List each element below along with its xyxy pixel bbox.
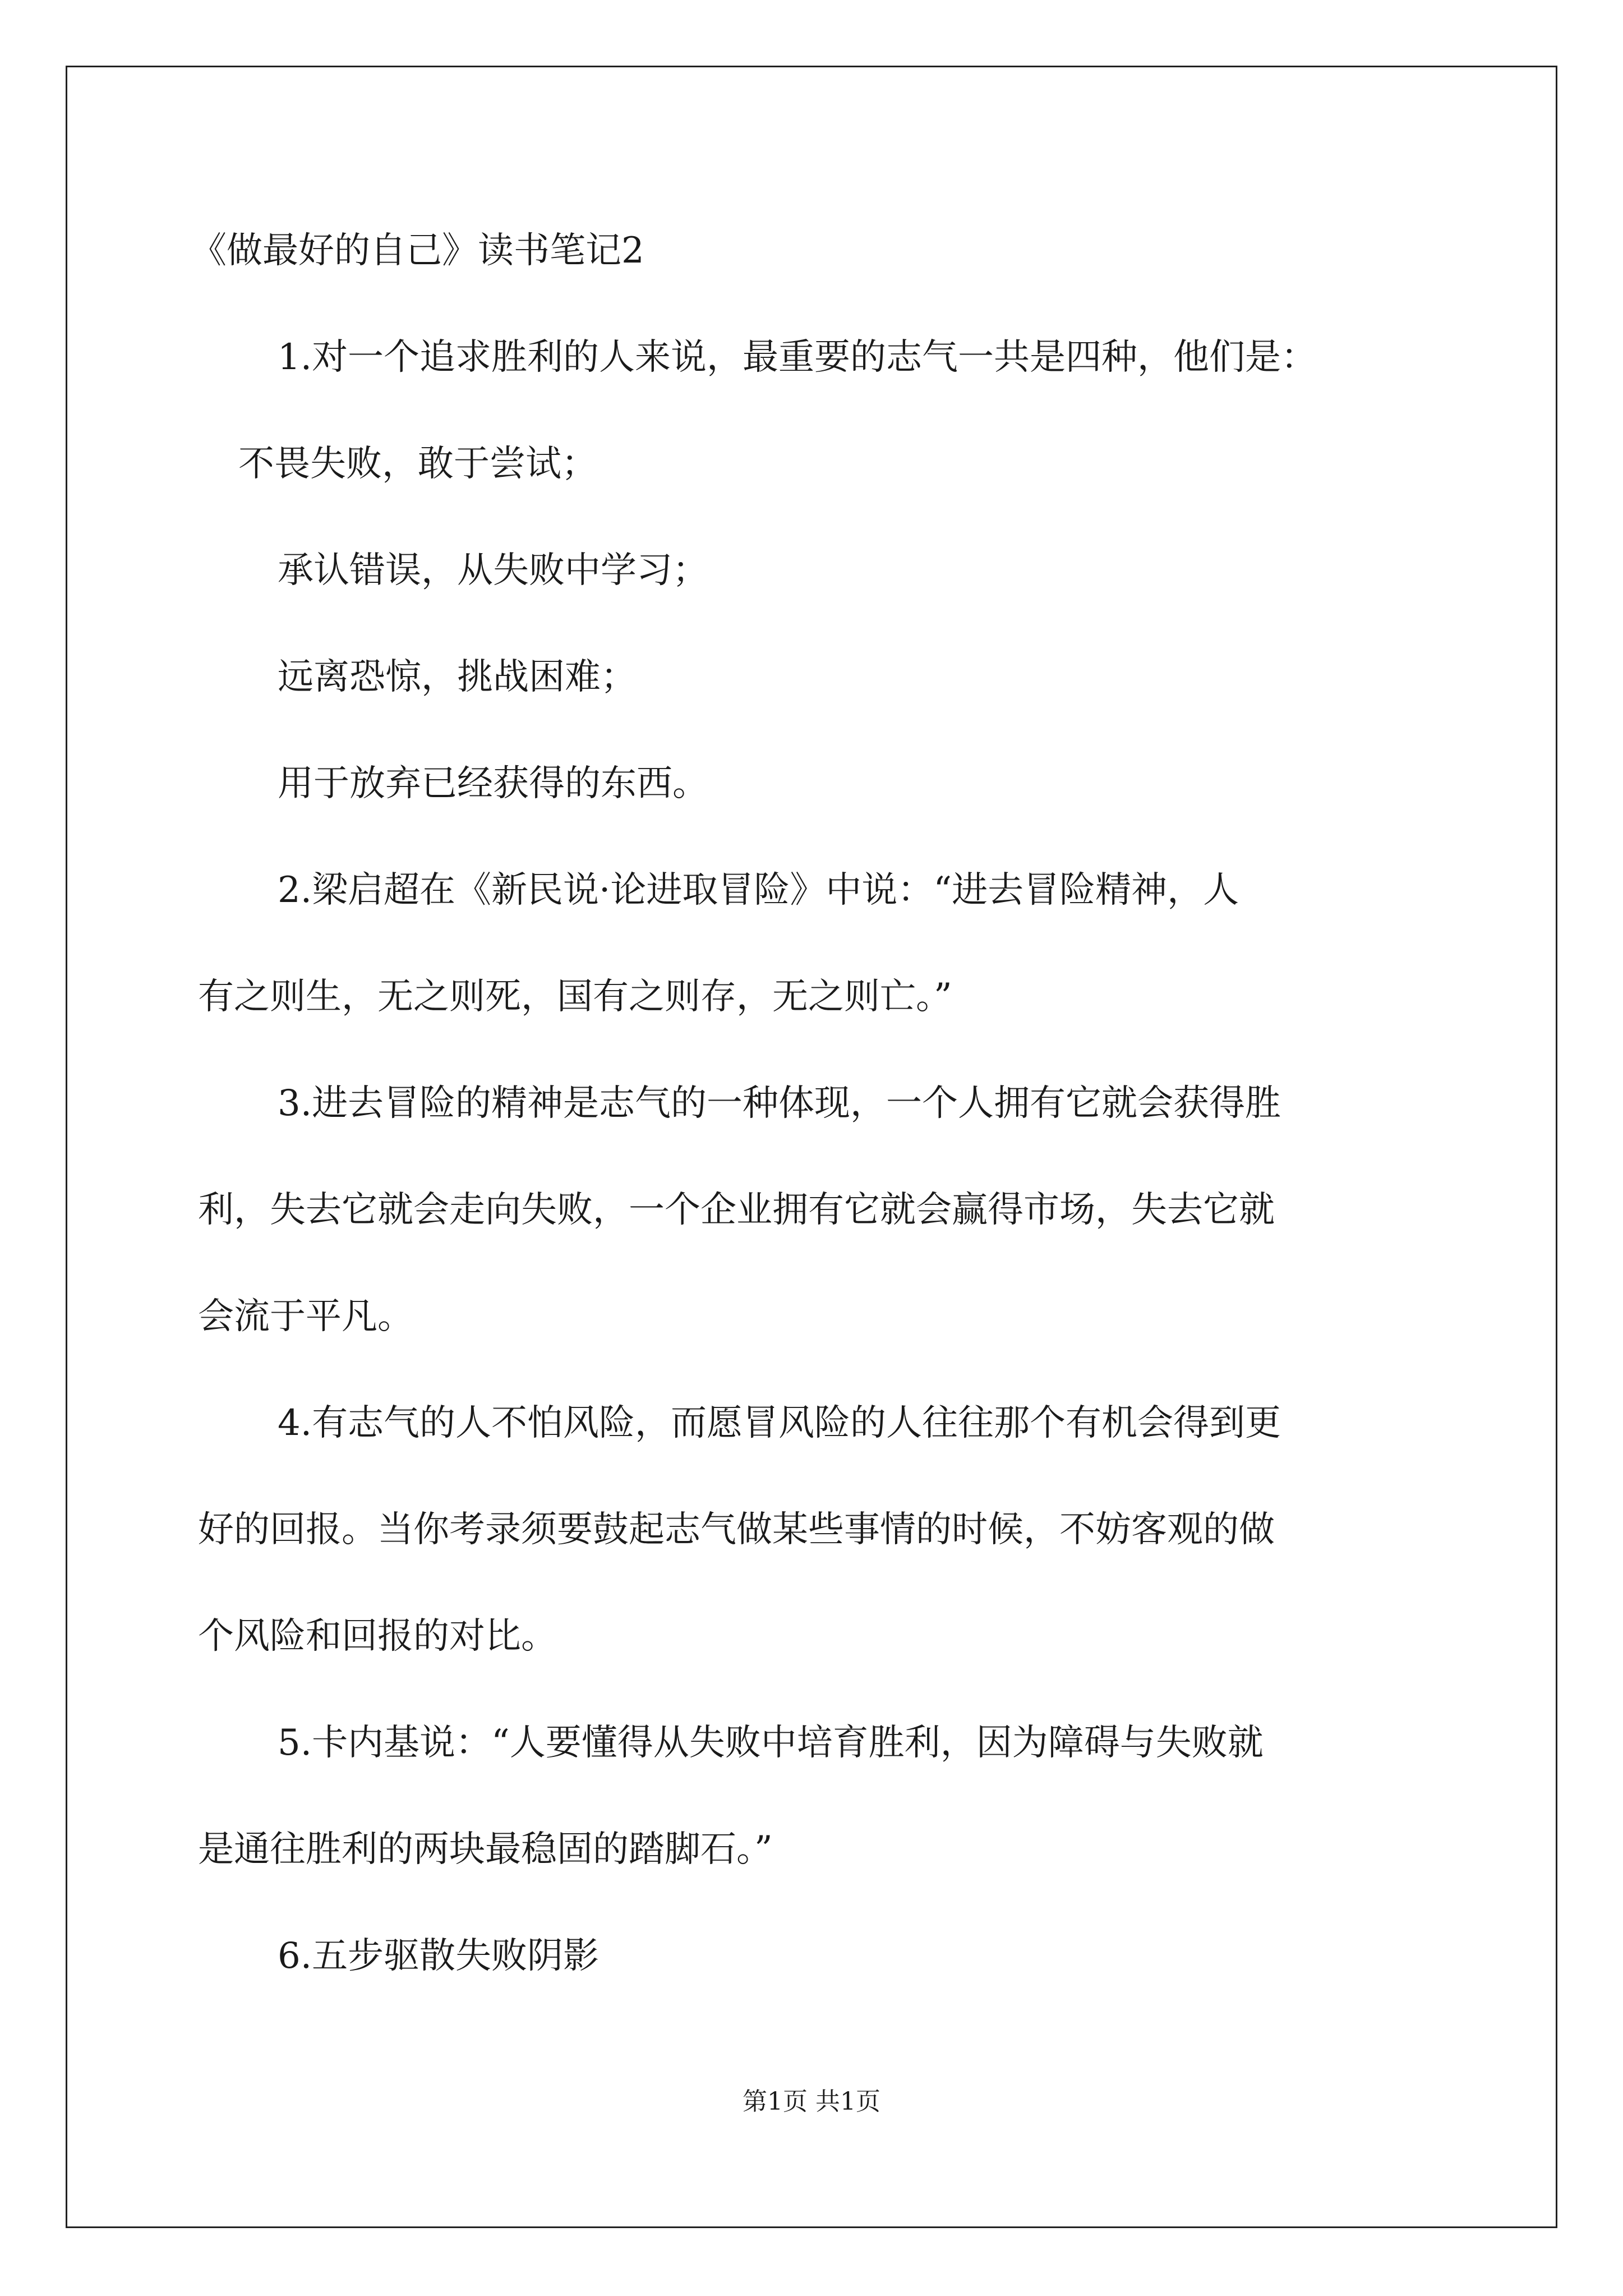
paragraph-line: 利，失去它就会走向失败，一个企业拥有它就会赢得市场，失去它就	[198, 1189, 1275, 1231]
document-title: 《做最好的自己》读书笔记2	[191, 230, 644, 272]
paragraph-line: 有之则生，无之则死，国有之则存，无之则亡。”	[198, 976, 952, 1018]
page-border	[66, 66, 1557, 2228]
paragraph-line: 6.五步驱散失败阴影	[278, 1935, 600, 1977]
paragraph-line: 远离恐惊，挑战困难；	[278, 656, 637, 698]
paragraph-line: 2.梁启超在《新民说·论进取冒险》中说：“进去冒险精神，人	[278, 869, 1239, 911]
paragraph-line: 承认错误，从失败中学习；	[278, 550, 708, 591]
paragraph-line: 会流于平凡。	[198, 1296, 413, 1337]
paragraph-line: 用于放弃已经获得的东西。	[278, 763, 708, 804]
paragraph-line: 4.有志气的人不怕风险，而愿冒风险的人往往那个有机会得到更	[278, 1402, 1281, 1444]
paragraph-line: 不畏失败，敢于尝试；	[238, 443, 597, 485]
paragraph-line: 是通往胜利的两块最稳固的踏脚石。”	[198, 1829, 773, 1870]
paragraph-line: 3.进去冒险的精神是志气的一种体现，一个人拥有它就会获得胜	[278, 1083, 1281, 1124]
page-footer: 第1页 共1页	[743, 2087, 880, 2116]
paragraph-line: 1.对一个追求胜利的人来说，最重要的志气一共是四种，他们是：	[278, 337, 1317, 378]
paragraph-line: 好的回报。当你考录须要鼓起志气做某些事情的时候，不妨客观的做	[198, 1509, 1275, 1550]
paragraph-line: 5.卡内基说：“人要懂得从失败中培育胜利，因为障碍与失败就	[278, 1722, 1264, 1764]
paragraph-line: 个风险和回报的对比。	[198, 1616, 557, 1657]
